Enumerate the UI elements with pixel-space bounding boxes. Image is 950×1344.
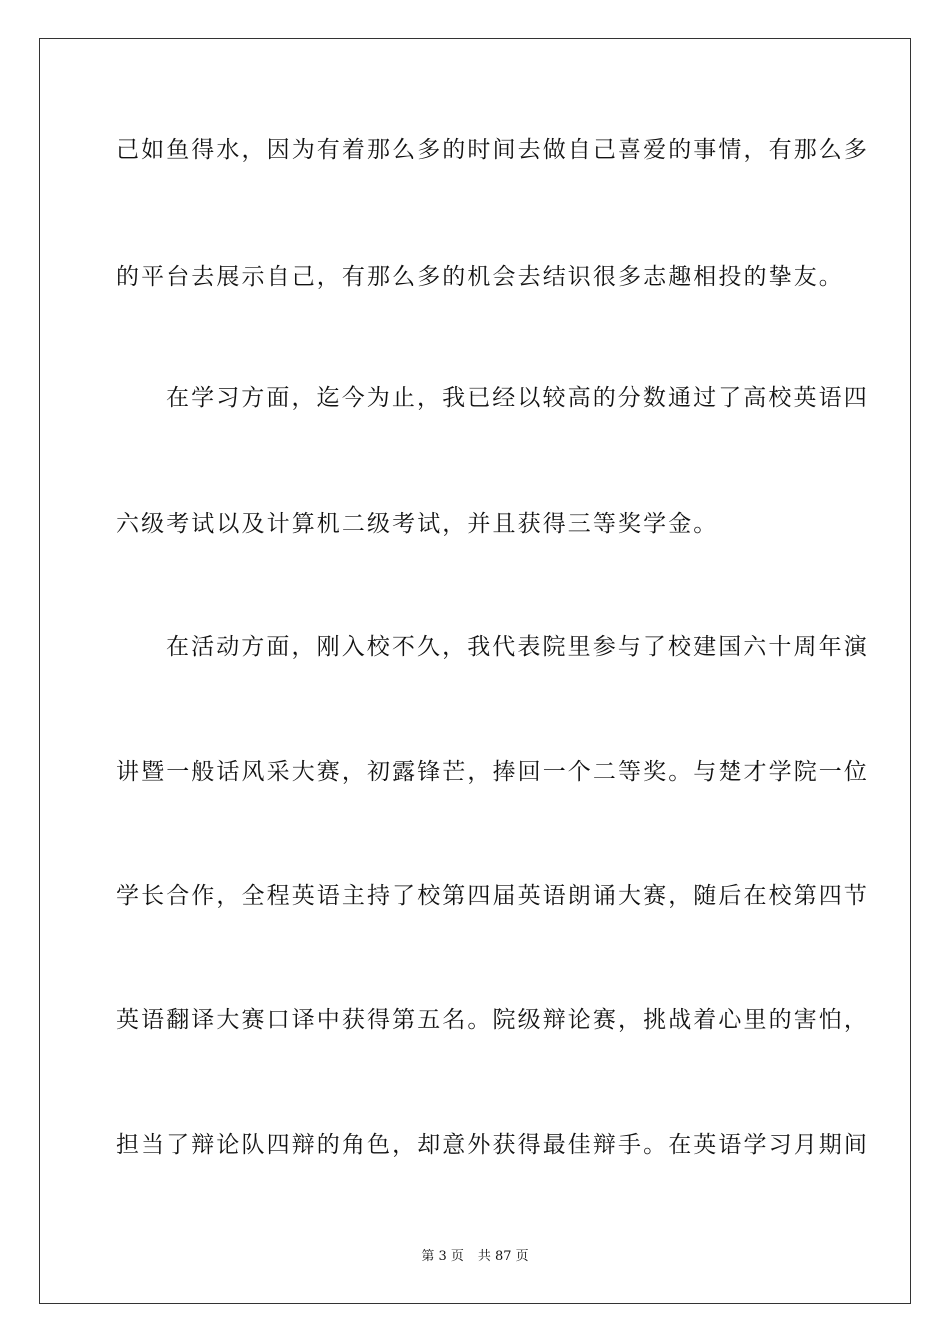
paragraph-line: 的平台去展示自己，有那么多的机会去结识很多志趣相投的挚友。 bbox=[116, 264, 844, 290]
paragraph-line: 在学习方面，迄今为止，我已经以较高的分数通过了高校英语四 bbox=[166, 385, 869, 411]
paragraph-line: 六级考试以及计算机二级考试，并且获得三等奖学金。 bbox=[116, 511, 719, 537]
paragraph-line: 讲暨一般话风采大赛，初露锋芒，捧回一个二等奖。与楚才学院一位 bbox=[116, 759, 869, 785]
page-footer bbox=[0, 1248, 950, 1266]
paragraph-line: 学长合作，全程英语主持了校第四届英语朗诵大赛，随后在校第四节 bbox=[116, 883, 869, 909]
paragraph-line: 担当了辩论队四辩的角色，却意外获得最佳辩手。在英语学习月期间 bbox=[116, 1132, 869, 1158]
page-number: 第 3 页 bbox=[421, 1249, 464, 1264]
paragraph-line: 己如鱼得水，因为有着那么多的时间去做自己喜爱的事情，有那么多 bbox=[116, 137, 869, 163]
paragraph-line: 在活动方面，刚入校不久，我代表院里参与了校建国六十周年演 bbox=[166, 634, 869, 660]
page-border bbox=[39, 38, 911, 1304]
paragraph-line: 英语翻译大赛口译中获得第五名。院级辩论赛，挑战着心里的害怕， bbox=[116, 1007, 869, 1033]
total-pages: 共 87 页 bbox=[477, 1249, 529, 1264]
